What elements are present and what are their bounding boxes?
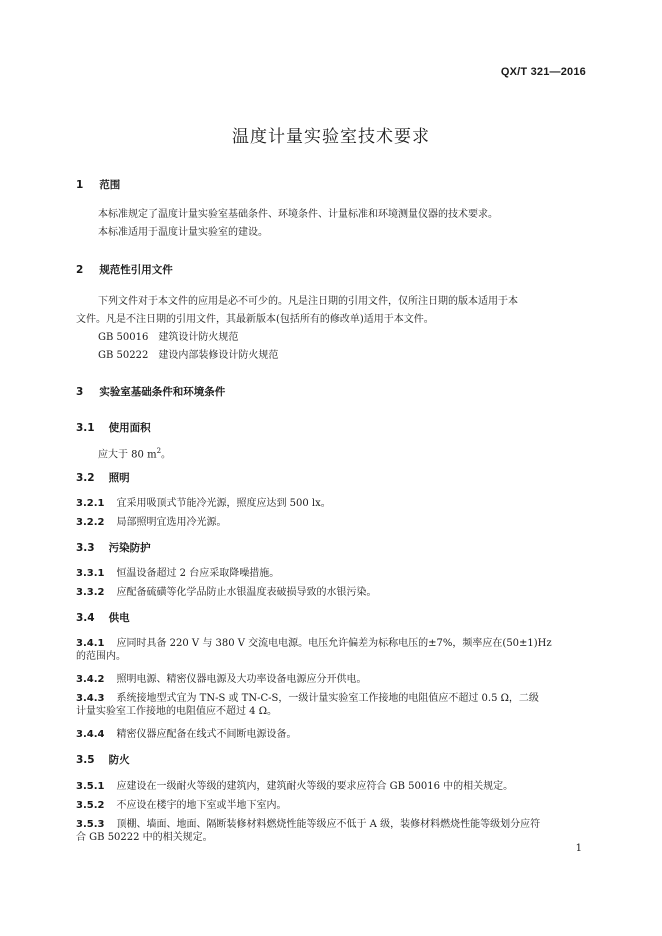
clause-3-4-2: 3.4.2 照明电源、精密仪器电源及大功率设备电源应分开供电。 [76, 674, 367, 685]
paragraph: 应大于 80 $m^2$。 [98, 447, 172, 461]
section-heading-3 [76, 384, 225, 399]
reference-item: GB 50222 建设内部装修设计防火规范 [98, 350, 279, 361]
paragraph: 本标准适用于温度计量实验室的建设。 [98, 227, 268, 238]
clause-3-5-1: 3.5.1 应建设在一级耐火等级的建筑内，建筑耐火等级的要求应符合 GB 50016 中的相关规定。 [76, 781, 514, 792]
section-number: 1 [76, 179, 84, 191]
clause-3-4-3: 3.4.3 系统接地型式宜为 TN-S 或 TN-C-S，一级计量实验室工作接地的电阻值应不超过 0.5 Ω，二级 [76, 693, 539, 704]
subsection-number: 3.1 [76, 422, 95, 434]
clause-3-3-1: 3.3.1 恒温设备超过 2 台应采取降噪措施。 [76, 568, 280, 579]
clause-3-5-2: 3.5.2 不应设在楼宇的地下室或半地下室内。 [76, 800, 287, 811]
subsection-heading-3-2 [76, 470, 130, 485]
subsection-number: 3.4 [76, 612, 95, 624]
section-heading-2 [76, 262, 173, 277]
section-title: 范围 [99, 179, 121, 191]
subsection-heading-3-5 [76, 752, 130, 767]
section-number: 2 [76, 264, 84, 276]
section-title: 实验室基础条件和环境条件 [99, 386, 226, 398]
subsection-title: 使用面积 [108, 422, 151, 434]
subsection-number: 3.3 [76, 542, 95, 554]
subsection-title: 供电 [108, 612, 130, 624]
subsection-title: 污染防护 [108, 542, 151, 554]
subsection-title: 防火 [108, 754, 130, 766]
paragraph: 本标准规定了温度计量实验室基础条件、环境条件、计量标准和环境测量仪器的技术要求。 [98, 209, 498, 220]
clause-3-2-2: 3.2.2 局部照明宜选用冷光源。 [76, 517, 227, 528]
clause-3-4-4: 3.4.4 精密仪器应配备在线式不间断电源设备。 [76, 729, 297, 740]
page-title: 温度计量实验室技术要求 [232, 127, 430, 147]
subsection-number: 3.5 [76, 754, 95, 766]
clause-continuation: 的范围内。 [76, 651, 126, 662]
subsection-heading-3-3 [76, 540, 151, 555]
paragraph: 下列文件对于本文件的应用是必不可少的。凡是注日期的引用文件，仅所注日期的版本适用于本 [98, 296, 518, 307]
section-title: 规范性引用文件 [99, 264, 173, 276]
subsection-number: 3.2 [76, 472, 95, 484]
standard-code: QX/T 321—2016 [500, 66, 586, 78]
reference-item: GB 50016 建筑设计防火规范 [98, 332, 239, 343]
clause-3-3-2: 3.3.2 应配备硫磺等化学品防止水银温度表破损导致的水银污染。 [76, 587, 377, 598]
clause-3-5-3: 3.5.3 顶棚、墙面、地面、隔断装修材料燃烧性能等级应不低于 A 级，装修材料燃烧性能等级划分应符 [76, 819, 541, 830]
clause-3-4-1: 3.4.1 应同时具备 220 V 与 380 V 交流电电源。电压允许偏差为标称电压的±7%，频率应在(50±1)Hz [76, 638, 552, 649]
paragraph: 文件。凡是不注日期的引用文件，其最新版本(包括所有的修改单)适用于本文件。 [76, 314, 434, 325]
clause-3-2-1: 3.2.1 宜采用吸顶式节能冷光源，照度应达到 500 lx。 [76, 498, 331, 509]
subsection-heading-3-1 [76, 420, 151, 435]
section-heading-1 [76, 177, 120, 192]
page-number: 1 [575, 843, 582, 854]
clause-continuation: 计量实验室工作接地的电阻值应不超过 4 Ω。 [76, 706, 278, 717]
clause-continuation: 合 GB 50222 中的相关规定。 [76, 832, 213, 843]
section-number: 3 [76, 386, 84, 398]
subsection-title: 照明 [108, 472, 130, 484]
subsection-heading-3-4 [76, 610, 130, 625]
